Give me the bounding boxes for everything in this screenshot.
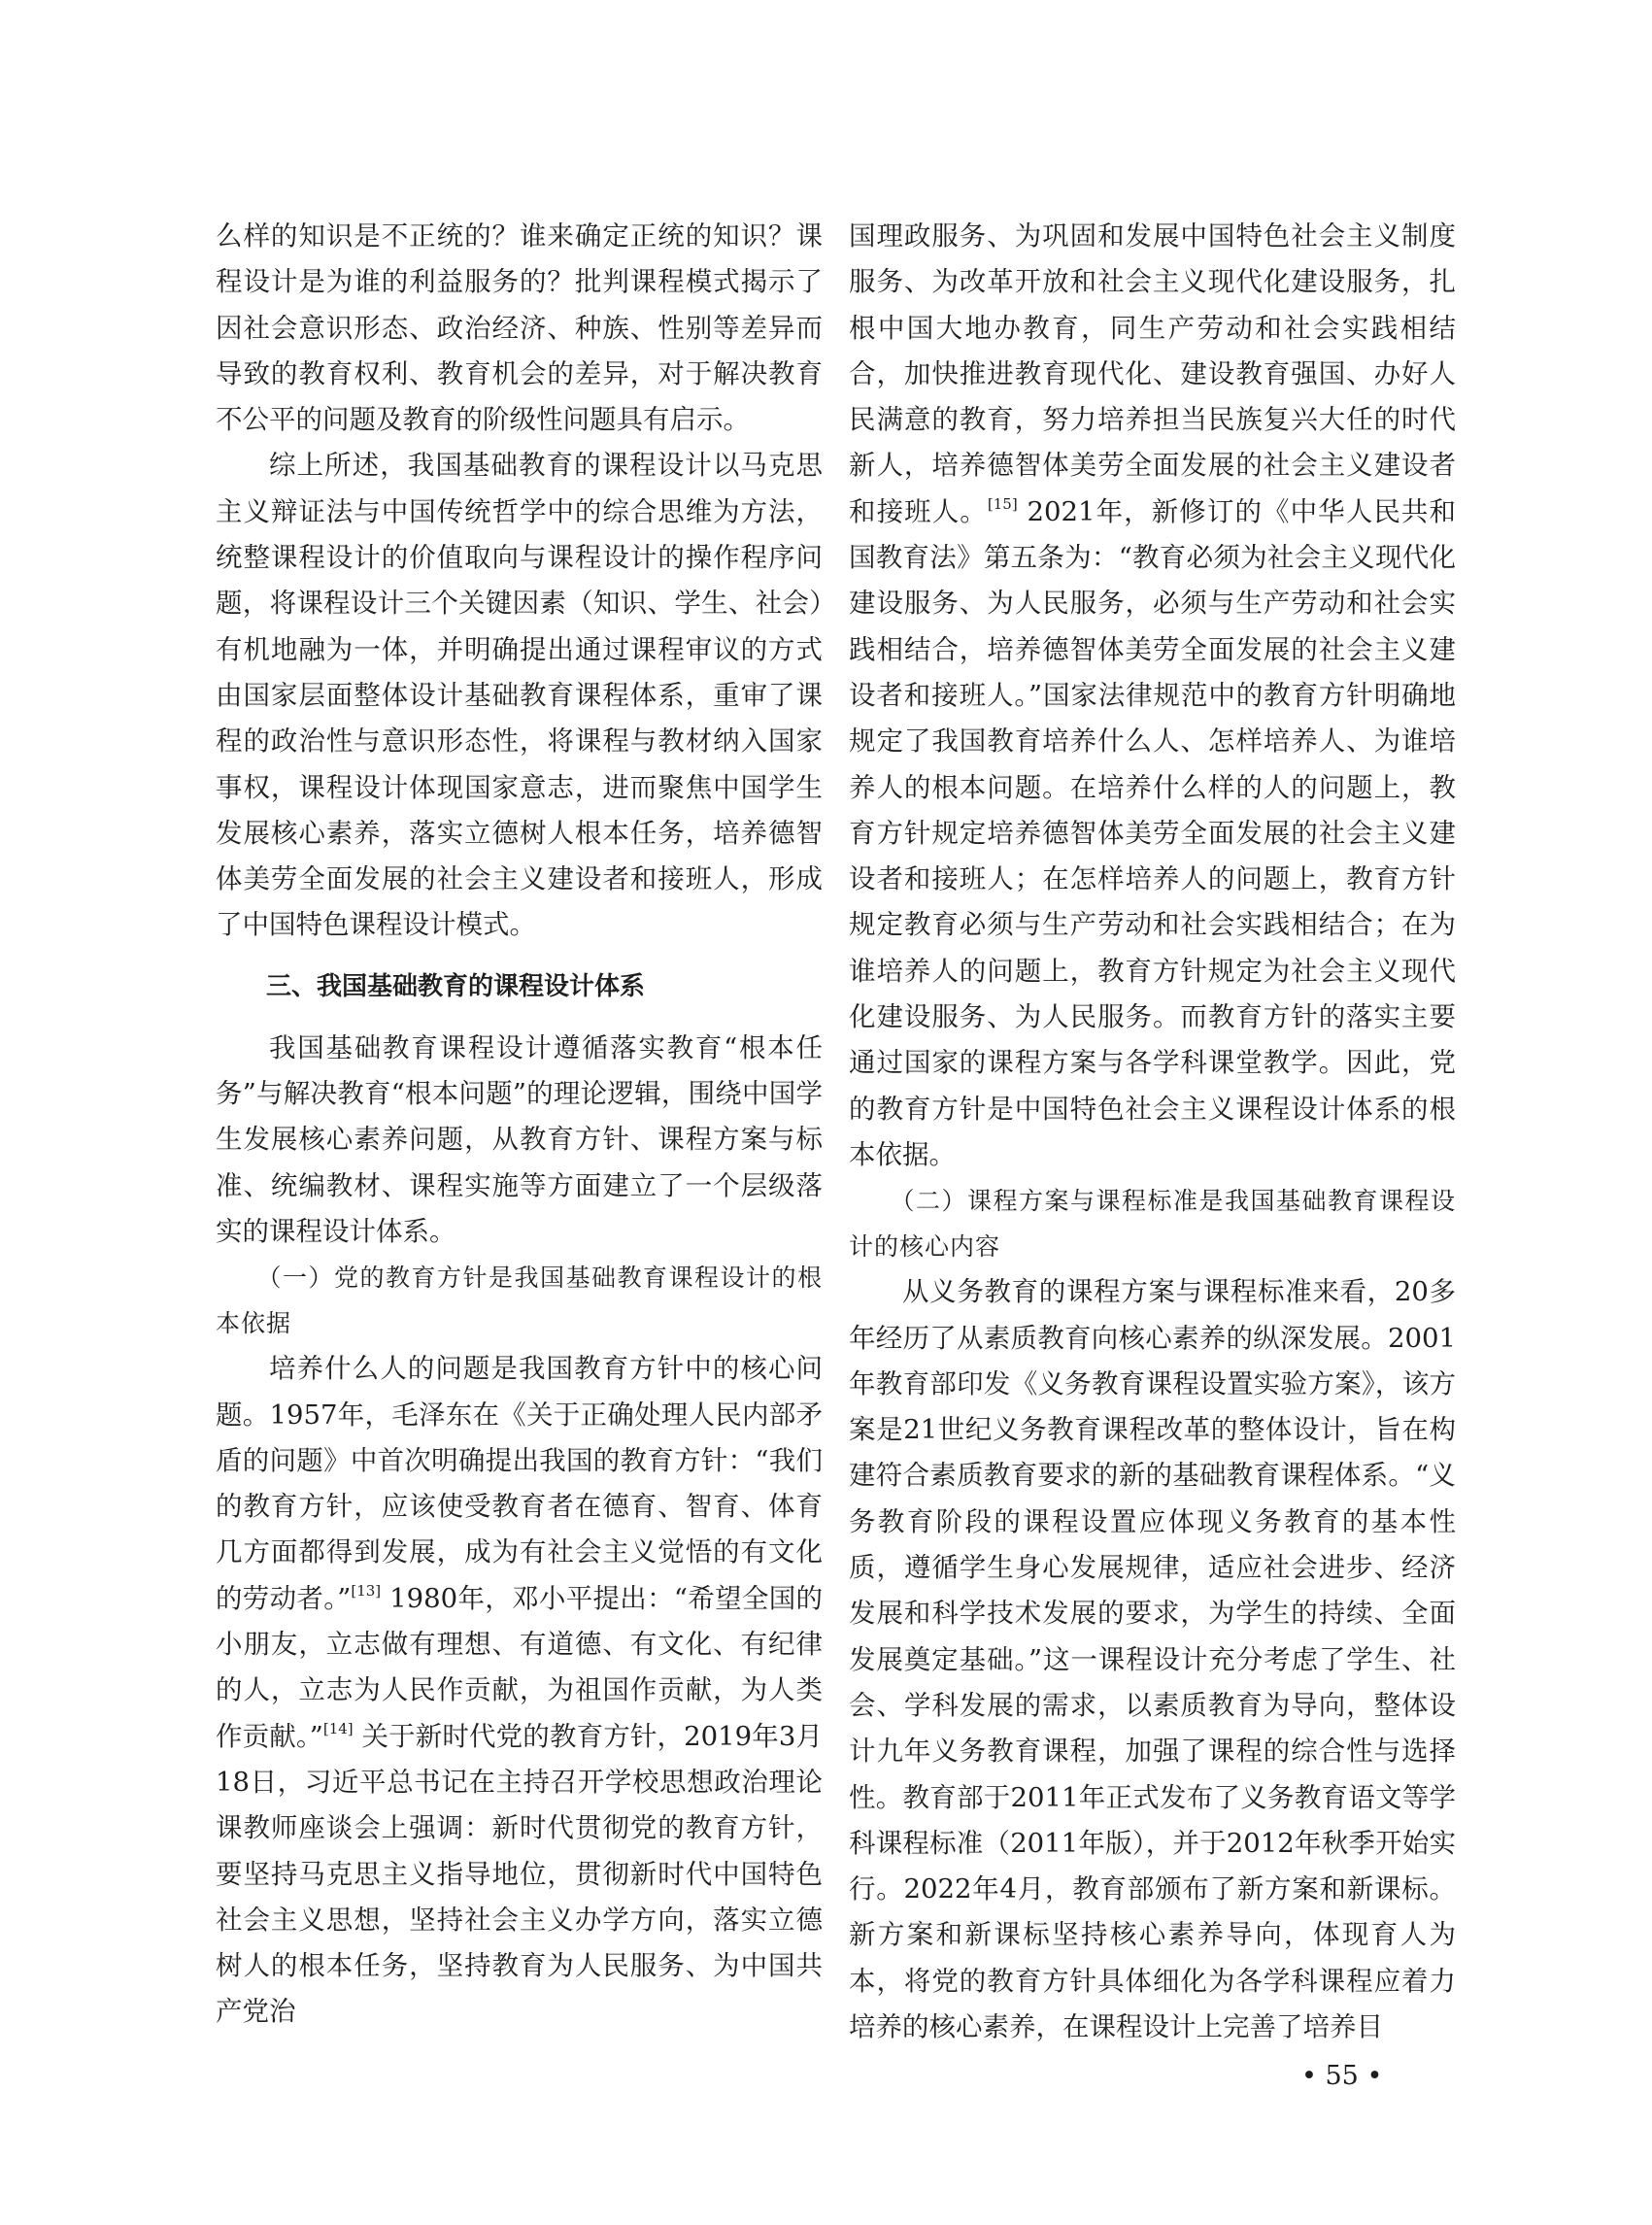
citation-13: [13] <box>351 1581 382 1600</box>
text-run: 培养什么人的问题是我国教育方针中的核心问题。1957年，毛泽东在《关于正确处理人民内部矛盾的问题》中首次明确提出我国的教育方针：“我们的教育方针，应该使受教育者在德育、智育、体育几方面都得到发展，成为有社会主义觉悟的有文化的劳动者。” <box>216 1353 823 1614</box>
paragraph: 综上所述，我国基础教育的课程设计以马克思主义辩证法与中国传统哲学中的综合思维为方法，统整课程设计的价值取向与课程设计的操作程序问题，将课程设计三个关键因素（知识、学生、社会）有机地融为一体，并明确提出通过课程审议的方式由国家层面整体设计基础教育课程体系，重审了课程的政治性与意识形态性，将课程与教材纳入国家事权，课程设计体现国家意志，进而聚焦中国学生发展核心素养，落实立德树人根本任务，培养德智体美劳全面发展的社会主义建设者和接班人，形成了中国特色课程设计模式。 <box>216 450 823 941</box>
paragraph: 么样的知识是不正统的？谁来确定正统的知识？课程设计是为谁的利益服务的？批判课程模式揭示了因社会意识形态、政治经济、种族、性别等差异而导致的教育权利、教育机会的差异，对于解决教育不公平的问题及教育的阶级性问题具有启示。 <box>216 220 823 436</box>
page-number: • 55 • <box>1301 2061 1383 2091</box>
paragraph <box>216 1346 823 2035</box>
subsection-title: （二）课程方案与课程标准是我国基础教育课程设计的核心内容 <box>849 1187 1456 1262</box>
paragraph <box>849 214 1456 1178</box>
paragraph: 我国基础教育课程设计遵循落实教育“根本任务”与解决教育“根本问题”的理论逻辑，围绕中国学生发展核心素养问题，从教育方针、课程方案与标准、统编教材、课程实施等方面建立了一个层级落实的课程设计体系。 <box>216 1031 823 1247</box>
text-run: 关于新时代党的教育方针，2019年3月18日，习近平总书记在主持召开学校思想政治理论课教师座谈会上强调：新时代贯彻党的教育方针，要坚持马克思主义指导地位，贯彻新时代中国特色社会主义思想，坚持社会主义办学方向，落实立德树人的根本任务，坚持教育为人民服务、为中国共产党治 <box>216 1720 823 2028</box>
text-run: 国理政服务、为巩固和发展中国特色社会主义制度服务、为改革开放和社会主义现代化建设服务，扎根中国大地办教育，同生产劳动和社会实践相结合，加快推进教育现代化、建设教育强国、办好人民满意的教育，努力培养担当民族复兴大任的时代新人，培养德智体美劳全面发展的社会主义建设者和接班人。 <box>849 220 1456 527</box>
subsection-title: （一）党的教育方针是我国基础教育课程设计的根本依据 <box>216 1264 823 1338</box>
text-run: 1980年，邓小平提出：“希望全国的小朋友，立志做有理想、有道德、有文化、有纪律的人，立志为人民作贡献，为祖国作贡献，为人类作贡献。” <box>216 1582 823 1752</box>
left-column <box>216 214 823 2036</box>
text-run: 2021年，新修订的《中华人民共和国教育法》第五条为：“教育必须为社会主义现代化建设服务、为人民服务，必须与生产劳动和社会实践相结合，培养德智体美劳全面发展的社会主义建设者和接班人。”国家法律规范中的教育方针明确地规定了我国教育培养什么人、怎样培养人、为谁培养人的根本问题。在培养什么样的人的问题上，教育方针规定培养德智体美劳全面发展的社会主义建设者和接班人；在怎样培养人的问题上，教育方针规定教育必须与生产劳动和社会实践相结合；在为谁培养人的问题上，教育方针规定为社会主义现代化建设服务、为人民服务。而教育方针的落实主要通过国家的课程方案与各学科课堂教学。因此，党的教育方针是中国特色社会主义课程设计体系的根本依据。 <box>849 495 1456 1170</box>
section-title: 三、我国基础教育的课程设计体系 <box>266 971 646 1001</box>
citation-15: [15] <box>987 494 1018 513</box>
right-column <box>849 214 1456 2050</box>
citation-14: [14] <box>322 1719 354 1737</box>
paragraph: 从义务教育的课程方案与课程标准来看，20多年经历了从素质教育向核心素养的纵深发展。2001年教育部印发《义务教育课程设置实验方案》，该方案是21世纪义务教育课程改革的整体设计，旨在构建符合素质教育要求的新的基础教育课程体系。“义务教育阶段的课程设置应体现义务教育的基本性质，遵循学生身心发展规律，适应社会进步、经济发展和科学技术发展的要求，为学生的持续、全面发展奠定基础。”这一课程设计充分考虑了学生、社会、学科发展的需求，以素质教育为导向，整体设计九年义务教育课程，加强了课程的综合性与选择性。教育部于2011年正式发布了义务教育语文等学科课程标准（2011年版），并于2012年秋季开始实行。2022年4月，教育部颁布了新方案和新课标。新方案和新课标坚持核心素养导向，体现育人为本，将党的教育方针具体细化为各学科课程应着力培养的核心素养，在课程设计上完善了培养目 <box>849 1276 1456 2042</box>
